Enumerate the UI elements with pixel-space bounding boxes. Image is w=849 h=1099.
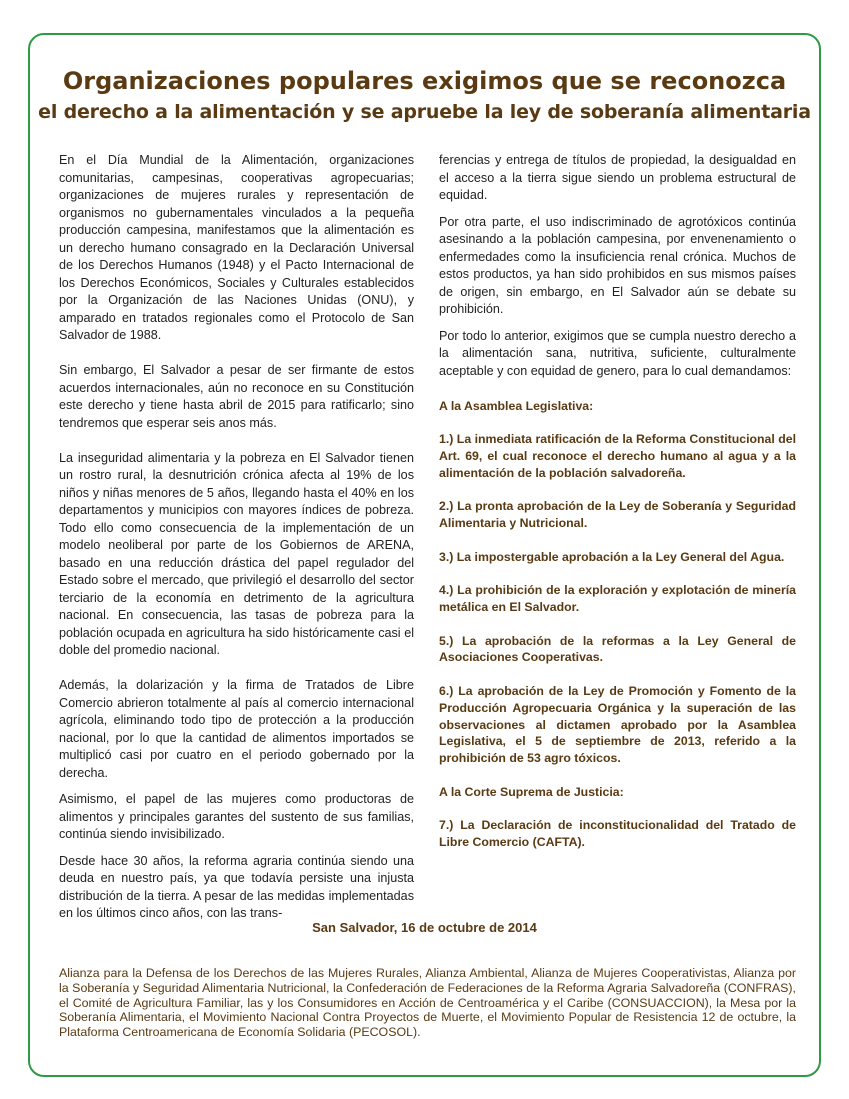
paragraph-land-inequality: ferencias y entrega de títulos de propiedad, la desigualdad en el acceso a la tierra sigue siendo un problema estructural de equidad. — [439, 153, 796, 202]
demand-item-5: 5.) La aprobación de la reformas a la Ley General de Asociaciones Cooperativas. — [439, 633, 796, 665]
paragraph-food-insecurity: La inseguridad alimentaria y la pobreza en El Salvador tienen un rostro rural, la desnutrición crónica afecta al 19% de los niños y niñas menores de 5 años, llegando hasta el 40% en los departamentos y municipios con mayores índices de pobreza. Todo ello como consecuencia de la implementación de un modelo neoliberal por parte de los Gobiernos de ARENA, basado en una reducción drástica del papel regulador del Estado sobre el mercado, que privilegió el desarrollo del sector terciario de la economía en detrimento de la agricultura nacional. En consecuencia, las tasas de pobreza para la población ocupada en agricultura ha sido históricamente casi el doble del promedio nacional. — [59, 450, 414, 657]
demand-item-6: 6.) La aprobación de la Ley de Promoción y Fomento de la Producción Agropecuaria Orgánica y la superación de las observaciones al dictamen aprobado por la Asamblea Legislativa, el 5 de septiembre de 2013, referido a la prohibición de 53 agro tóxicos. — [439, 684, 796, 766]
paragraph-agrarian-reform: Desde hace 30 años, la reforma agraria continúa siendo una deuda en nuestro país, ya que todavía persiste una injusta distribución de la tierra. A pesar de las medidas implementadas en los últimos cinco años, con las trans- — [59, 853, 414, 920]
demand-item-2: 2.) La pronta aprobación de la Ley de Soberanía y Seguridad Alimentaria y Nutricional. — [439, 499, 796, 531]
signatories-list: Alianza para la Defensa de los Derechos de las Mujeres Rurales, Alianza Ambiental, Alianza de Mujeres Cooperativistas, Alianza por la Soberanía y Seguridad Alimentaria Nutricional, la Confederación de Federaciones de la Reforma Agraria Salvadoreña (CONFRAS), el Comité de Agricultura Familiar, las y los Consumidores en Acción de Centroamérica y el Caribe (CONSUACCION), la Mesa por la Soberanía Alimentaria, el Movimiento Nacional Contra Proyectos de Muerte, el Movimiento Popular de Resistencia 12 de octubre, la Plataforma Centroamericana de Economía Solidaria (PECOSOL). — [59, 966, 796, 1040]
headline-line-2: el derecho a la alimentación y se apruebe la ley de soberanía alimentaria — [38, 101, 811, 123]
paragraph-constitution: Sin embargo, El Salvador a pesar de ser firmante de estos acuerdos internacionales, aún no reconoce en su Constitución este derecho y tiene hasta abril de 2015 para ratificarlo; sino tendremos que esperar seis anos más. — [59, 363, 414, 430]
demand-item-7: 7.) La Declaración de inconstitucionalidad del Tratado de Libre Comercio (CAFTA). — [439, 818, 796, 850]
demand-item-4: 4.) La prohibición de la exploración y explotación de minería metálica en El Salvador. — [439, 583, 796, 615]
paragraph-women: Asimismo, el papel de las mujeres como productoras de alimentos y principales garantes del sustento de sus familias, continúa siendo invisibilizado. — [59, 792, 414, 841]
paragraph-agrotoxics: Por otra parte, el uso indiscriminado de agrotóxicos continúa asesinando a la población campesina, por envenenamiento o enfermedades como la insuficiencia renal crónica. Muchos de estos productos, ya han sido prohibidos en sus mismos países de origen, sin embargo, en El Salvador aún se debate su prohibición. — [439, 214, 796, 316]
paragraph-free-trade: Además, la dolarización y la firma de Tratados de Libre Comercio abrieron totalmente al país al comercio internacional agrícola, eliminando todo tipo de protección a la producción nacional, por lo que la cantidad de alimentos importados se multiplicó casi por cuatro en el periodo gobernado por la derecha. — [59, 678, 414, 780]
demand-item-1: 1.) La inmediata ratificación de la Reforma Constitucional del Art. 69, el cual reconoce el derecho humano al agua y a la alimentación de la población salvadoreña. — [439, 432, 796, 480]
paragraph-intro: En el Día Mundial de la Alimentación, organizaciones comunitarias, campesinas, cooperativas agropecuarias; organizaciones de mujeres rurales y representación de organismos no gubernamentales vinculados a la pequeña producción campesina, manifestamos que la alimentación es un derecho humano consagrado en la Declaración Universal de los Derechos Humanos (1948) y el Pacto Internacional de los Derechos Económicos, Sociales y Culturales establecidos por la Organización de las Naciones Unidas (ONU), y amparado en tratados regionales como el Protocolo de San Salvador de 1988. — [59, 153, 414, 342]
right-column — [439, 152, 796, 868]
demand-item-3: 3.) La impostergable aprobación a la Ley General del Agua. — [439, 549, 785, 564]
headline-line-1: Organizaciones populares exigimos que se reconozca — [62, 67, 787, 95]
paragraph-demands-intro: Por todo lo anterior, exigimos que se cumpla nuestro derecho a la alimentación sana, nutritiva, suficiente, culturalmente aceptable y con equidad de genero, para lo cual demandamos: — [439, 328, 796, 378]
date-line: San Salvador, 16 de octubre de 2014 — [312, 920, 537, 935]
court-heading: A la Corte Suprema de Justicia: — [439, 784, 624, 799]
left-column — [59, 152, 414, 940]
assembly-heading: A la Asamblea Legislativa: — [439, 398, 594, 413]
